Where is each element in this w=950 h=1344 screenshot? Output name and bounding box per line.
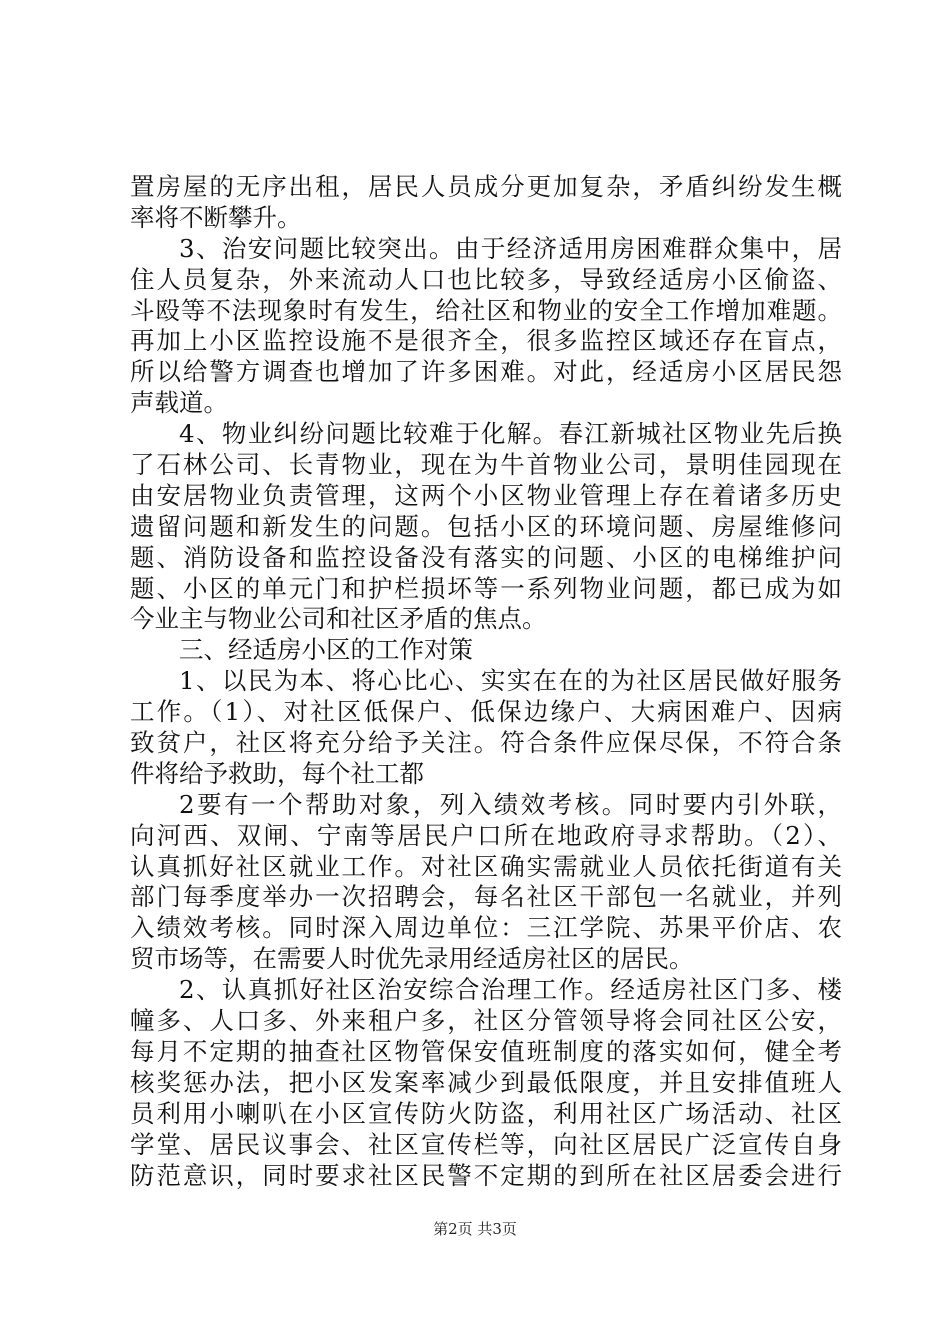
text-line: 核奖惩办法，把小区发案率减少到最低限度，并且安排值班人 bbox=[130, 1067, 842, 1097]
text-line: 工作。（1）、对社区低保户、低保边缘户、大病困难户、因病 bbox=[130, 697, 842, 727]
text-line: 率将不断攀升。 bbox=[130, 202, 302, 232]
page-footer: 第2页 共3页 bbox=[433, 1220, 517, 1238]
text-line: 幢多、人口多、外来租户多，社区分管领导将会同社区公安， bbox=[130, 1006, 842, 1036]
text-line: 防范意识，同时要求社区民警不定期的到所在社区居委会进行 bbox=[130, 1160, 842, 1190]
text-line: 学堂、居民议事会、社区宣传栏等，向社区居民广泛宣传自身 bbox=[130, 1129, 842, 1159]
text-line: 致贫户，社区将充分给予关注。符合条件应保尽保，不符合条 bbox=[130, 728, 842, 758]
text-line: 2、认真抓好社区治安综合治理工作。经适房社区门多、楼 bbox=[179, 975, 842, 1005]
text-line: 4、物业纠纷问题比较难于化解。春江新城社区物业先后换 bbox=[179, 419, 842, 449]
text-line: 所以给警方调查也增加了许多困难。对此，经适房小区居民怨 bbox=[130, 357, 842, 387]
text-line: 贸市场等，在需要人时优先录用经适房社区的居民。 bbox=[130, 944, 694, 974]
text-line: 3、治安问题比较突出。由于经济适用房困难群众集中，居 bbox=[179, 233, 842, 263]
text-line: 遗留问题和新发生的问题。包括小区的环境问题、房屋维修问 bbox=[130, 511, 842, 541]
text-line: 住人员复杂，外来流动人口也比较多，导致经适房小区偷盗、 bbox=[130, 264, 842, 294]
text-line: 题、小区的单元门和护栏损坏等一系列物业问题，都已成为如 bbox=[130, 573, 842, 603]
text-line: 入绩效考核。同时深入周边单位：三江学院、苏果平价店、农 bbox=[130, 913, 842, 943]
text-line: 部门每季度举办一次招聘会，每名社区干部包一名就业，并列 bbox=[130, 882, 842, 912]
text-line: 题、消防设备和监控设备没有落实的问题、小区的电梯维护问 bbox=[130, 542, 842, 572]
text-line: 今业主与物业公司和社区矛盾的焦点。 bbox=[130, 604, 547, 634]
text-line: 斗殴等不法现象时有发生，给社区和物业的安全工作增加难题。 bbox=[130, 295, 842, 325]
text-line: 员利用小喇叭在小区宣传防火防盗，利用社区广场活动、社区 bbox=[130, 1098, 842, 1128]
text-line: 1、以民为本、将心比心、实实在在的为社区居民做好服务 bbox=[179, 666, 842, 696]
text-line: 三、经适房小区的工作对策 bbox=[179, 635, 473, 665]
body-text bbox=[130, 172, 842, 1191]
text-line: 认真抓好社区就业工作。对社区确实需就业人员依托街道有关 bbox=[130, 851, 842, 881]
text-line: 向河西、双闸、宁南等居民户口所在地政府寻求帮助。（2）、 bbox=[130, 820, 842, 850]
text-line: 置房屋的无序出租，居民人员成分更加复杂，矛盾纠纷发生概 bbox=[130, 172, 842, 201]
text-line: 2要有一个帮助对象，列入绩效考核。同时要内引外联， bbox=[179, 789, 842, 819]
text-line: 再加上小区监控设施不是很齐全，很多监控区域还存在盲点， bbox=[130, 326, 842, 356]
text-line: 由安居物业负责管理，这两个小区物业管理上存在着诸多历史 bbox=[130, 480, 842, 510]
text-line: 了石林公司、长青物业，现在为牛首物业公司，景明佳园现在 bbox=[130, 450, 842, 480]
text-line: 每月不定期的抽查社区物管保安值班制度的落实如何，健全考 bbox=[130, 1036, 842, 1066]
text-line: 声载道。 bbox=[130, 388, 228, 418]
text-line: 件将给予救助，每个社工都 bbox=[130, 758, 424, 788]
